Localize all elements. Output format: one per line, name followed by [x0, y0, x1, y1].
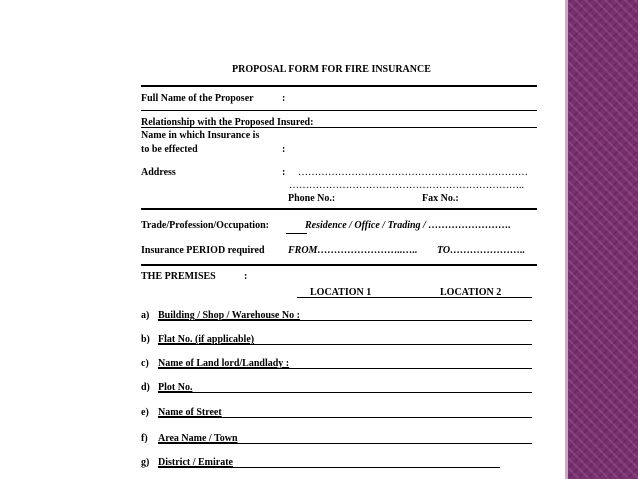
address-colon: :: [282, 167, 286, 178]
address-rule: [141, 208, 537, 210]
period-label: Insurance PERIOD required: [141, 245, 265, 256]
item-letter-g: g): [141, 457, 150, 468]
location-1-header: LOCATION 1: [310, 287, 372, 298]
item-letter-f: f): [141, 433, 148, 444]
item-line-flat[interactable]: [158, 344, 532, 345]
relationship-label: Relationship with the Proposed Insured:: [141, 117, 314, 128]
item-line-area[interactable]: [158, 443, 532, 444]
insurance-name-label-line1: Name in which Insurance is: [141, 130, 260, 141]
fax-label: Fax No.:: [422, 193, 459, 204]
location-header-underline: [297, 297, 532, 298]
item-letter-b: b): [141, 334, 150, 345]
period-rule: [141, 264, 537, 266]
location-2-header: LOCATION 2: [440, 287, 502, 298]
item-label-district: District / Emirate: [158, 457, 233, 468]
item-line-building[interactable]: [158, 320, 532, 321]
item-line-plot[interactable]: [158, 392, 532, 393]
item-label-street: Name of Street: [158, 407, 222, 418]
premises-colon: :: [244, 271, 248, 282]
item-label-area: Area Name / Town: [158, 433, 238, 444]
title-rule: [141, 85, 537, 87]
full-name-colon: :: [282, 93, 286, 104]
full-name-label: Full Name of the Proposer: [141, 93, 254, 104]
item-letter-d: d): [141, 382, 150, 393]
item-line-street[interactable]: [158, 417, 532, 418]
item-label-plot: Plot No.: [158, 382, 193, 393]
form-title: PROPOSAL FORM FOR FIRE INSURANCE: [232, 64, 431, 75]
item-line-district[interactable]: [158, 467, 500, 468]
item-label-flat: Flat No. (if applicable): [158, 334, 255, 345]
sidebar-divider: [565, 0, 568, 479]
address-dots-line2[interactable]: ……………………………………………………………..: [289, 180, 524, 191]
insurance-name-colon: :: [282, 144, 286, 155]
item-label-building: Building / Shop / Warehouse No :: [158, 310, 300, 321]
item-line-landlord[interactable]: [158, 368, 532, 369]
trade-label: Trade/Profession/Occupation:: [141, 220, 269, 231]
period-to-field[interactable]: TO…………………..: [437, 245, 526, 256]
premises-label: THE PREMISES: [141, 271, 216, 282]
period-from-field[interactable]: FROM……………………..…..: [288, 245, 418, 256]
trade-options[interactable]: Residence / Office / Trading / …………………….: [305, 220, 511, 231]
relationship-line[interactable]: [141, 127, 537, 128]
phone-label: Phone No.:: [288, 193, 336, 204]
decorative-sidebar: [568, 0, 638, 479]
address-label: Address: [141, 167, 176, 178]
item-letter-c: c): [141, 358, 149, 369]
item-label-landlord: Name of Land lord/Landlady :: [158, 358, 290, 369]
insurance-name-label-line2: to be effected: [141, 144, 198, 155]
trade-underline: [286, 233, 307, 234]
item-letter-e: e): [141, 407, 149, 418]
address-dots-line1[interactable]: ……………………………………………………………: [298, 167, 528, 178]
full-name-line[interactable]: [141, 110, 537, 111]
item-letter-a: a): [141, 310, 150, 321]
